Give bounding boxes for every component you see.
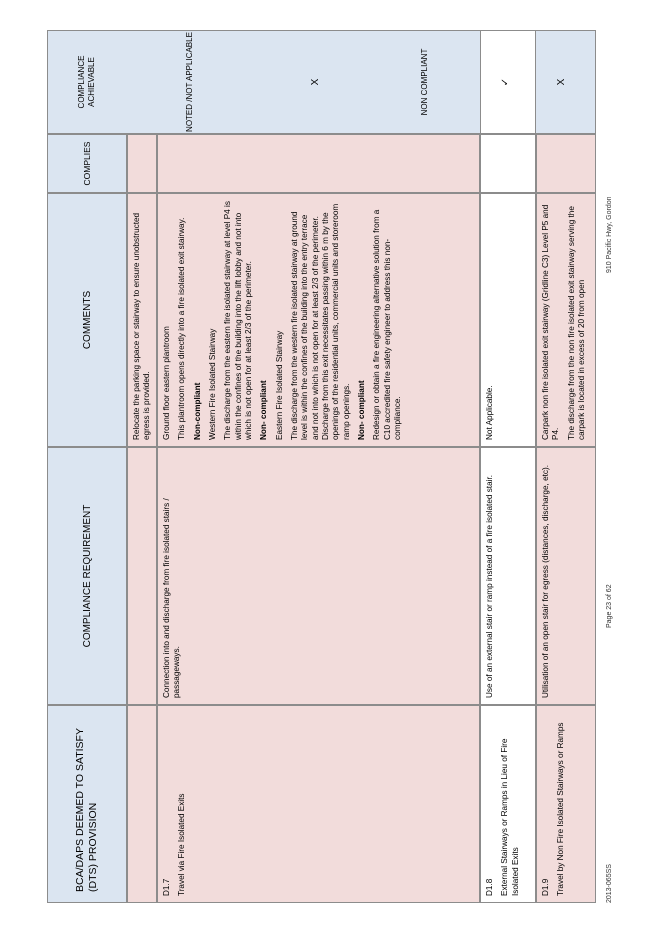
row2-complies (157, 134, 480, 193)
check-icon: ✓ (500, 77, 511, 87)
row2-provision (157, 705, 480, 903)
footer-doc-ref-text: 2013-065SS (606, 864, 613, 903)
row3-comment: Not Applicable. (485, 385, 494, 440)
row2-comments (157, 193, 480, 447)
footer-doc-ref (606, 753, 613, 903)
row2-comment-9: Non- compliant (356, 380, 366, 440)
row4-comment-1: Carpark non fire isolated exit stairway (Gridline C3) Level P5 and P4. (541, 204, 561, 440)
header-provision (47, 705, 127, 903)
row1-provision (127, 705, 157, 903)
row2-comment-2: This plantroom opens directly into a fire isolated exit stairway. (177, 217, 187, 440)
footer-address (606, 123, 613, 273)
row3-requirement-text: Use of an external stair or ramp instead of a fire isolated stair. (485, 475, 494, 698)
header-comments (47, 193, 127, 447)
row3-code: D1.8 (485, 878, 494, 896)
header-noted-na (127, 30, 253, 134)
header-non-compliant-text: NON COMPLIANT (419, 48, 429, 116)
row1-requirement (127, 447, 157, 705)
header-compliance-achievable (47, 30, 127, 134)
row4-complies (536, 134, 596, 193)
row4-status-mark (556, 30, 567, 134)
row4-provision (536, 705, 596, 903)
header-provision-text: BCA/DAPS DEEMED TO SATISFY (DTS) PROVISION (74, 728, 99, 892)
row3-status-mark (500, 30, 511, 134)
row4-mark: X (556, 78, 567, 86)
row2-title: Travel via Fire Isolated Exits (177, 793, 187, 896)
header-requirement-text: COMPLIANCE REQUIREMENT (81, 504, 93, 648)
row4-comments (536, 193, 596, 447)
row1-comments (127, 193, 157, 447)
row2-comment-4: Western Fire Isolated Stairway (207, 328, 217, 440)
header-complies-text: COMPLIES (82, 141, 92, 186)
row3-provision (480, 705, 536, 903)
header-compliance-achievable-text: COMPLIANCE ACHIEVABLE (77, 55, 96, 109)
footer-page (606, 478, 613, 628)
row2-comment-7: Eastern Fire Isolated Stairway (274, 330, 284, 440)
row3-requirement (480, 447, 536, 705)
row3-complies (480, 134, 536, 193)
row2-comment-6: Non- compliant (259, 380, 269, 440)
row2-mark: X (310, 78, 321, 86)
row4-code: D1.9 (541, 878, 550, 896)
row2-requirement (157, 447, 480, 705)
row2-comment-8: The discharge from the western fire isolated stairway at ground level is within the confines of the building into the entry terrace and not into which is not open for at least 2/3 of the perimeter. Discharge from this exit necessitates passing within 6 m by the openings of the residential units, commercial units and storeroom ramp openings. (289, 203, 351, 440)
row2-status-mark (310, 30, 321, 134)
row2-comment-10: Redesign or obtain a fire engineering alternative solution from a C10 accredited fire safety engineer to address this non-compliance. (372, 209, 402, 440)
header-noted-na-text: NOTED /NOT APPLICABLE (185, 32, 195, 132)
header-requirement (47, 447, 127, 705)
row4-requirement-text: Utilisation of an open stair for egress (distances, discharge, etc). (541, 465, 550, 698)
header-comments-text: COMMENTS (81, 290, 93, 350)
row2-requirement-text: Connection into and discharge from fire isolated stairs / passageways. (162, 498, 182, 698)
row4-comment-2: The discharge from the non fire isolated exit stairway serving the carpark is located in excess of 20 from open (566, 206, 586, 440)
row2-code: D1.7 (162, 878, 171, 896)
footer-address-text: 910 Pacific Hwy, Gordon (606, 196, 613, 273)
header-complies (47, 134, 127, 193)
row3-comments (480, 193, 536, 447)
row4-title: Travel by Non Fire Isolated Stairways or Ramps (556, 722, 566, 896)
row2-comment-5: The discharge from the eastern fire isolated stairway at level P4 is within the confines of the building into the lift lobby and not into which is not open for at least 2/3 of the perimeter. (223, 201, 253, 440)
footer-page-text: Page 23 of 62 (606, 584, 613, 628)
row4-requirement (536, 447, 596, 705)
row3-title: External Stairways or Ramps in Lieu of Fire Isolated Exits (500, 738, 520, 896)
header-non-compliant (253, 30, 596, 134)
row2-comment-1: Ground floor eastern plantroom (162, 326, 171, 440)
row2-comment-3: Non-compliant (192, 382, 202, 440)
row1-comment: Relocate the parking space or stairway to ensure unobstructed egress is provided. (132, 212, 152, 440)
row1-complies (127, 134, 157, 193)
